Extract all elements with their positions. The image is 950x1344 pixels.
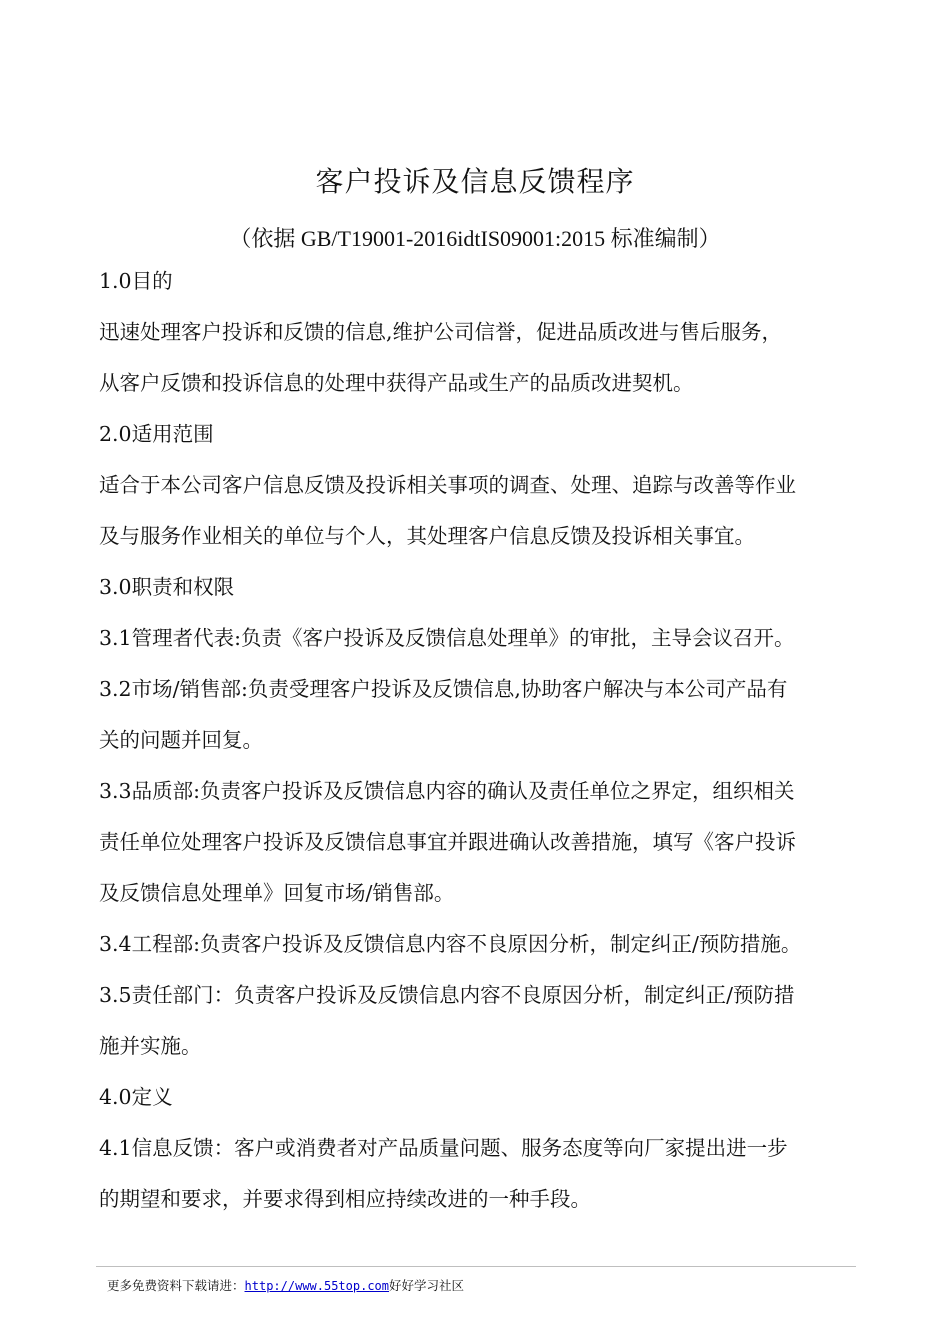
footer-link[interactable]: http://www.55top.com: [244, 1279, 390, 1293]
paragraph-line: 4.1信息反馈：客户或消费者对产品质量问题、服务态度等向厂家提出进一步: [99, 1136, 788, 1160]
paragraph-line: 及反馈信息处理单》回复市场/销售部。: [99, 881, 455, 905]
paragraph-line: 适合于本公司客户信息反馈及投诉相关事项的调查、处理、追踪与改善等作业: [99, 473, 796, 497]
paragraph-line: 的期望和要求，并要求得到相应持续改进的一种手段。: [99, 1187, 591, 1211]
footer-prefix: 更多免费资料下载请进：: [107, 1278, 245, 1293]
document-title: 客户投诉及信息反馈程序: [315, 165, 635, 198]
section-heading-responsibilities: 3.0职责和权限: [99, 575, 235, 599]
paragraph-line: 3.2市场/销售部:负责受理客户投诉及反馈信息,协助客户解决与本公司产品有: [99, 677, 788, 701]
paragraph-line: 3.1管理者代表:负责《客户投诉及反馈信息处理单》的审批，主导会议召开。: [99, 626, 795, 650]
document-body: [99, 262, 869, 1231]
footer-divider: [96, 1266, 856, 1267]
paragraph-line: 及与服务作业相关的单位与个人，其处理客户信息反馈及投诉相关事宜。: [99, 524, 755, 548]
paragraph-line: 责任单位处理客户投诉及反馈信息事宜并跟进确认改善措施，填写《客户投诉: [99, 830, 796, 854]
document-subtitle: （依据 GB/T19001-2016idtIS09001:2015 标准编制）: [229, 226, 721, 251]
section-heading-definitions: 4.0定义: [99, 1085, 173, 1109]
paragraph-line: 关的问题并回复。: [99, 728, 263, 752]
section-heading-scope: 2.0适用范围: [99, 422, 214, 446]
section-heading-purpose: 1.0目的: [99, 269, 173, 293]
page-footer: [107, 1276, 464, 1294]
paragraph-line: 3.4工程部:负责客户投诉及反馈信息内容不良原因分析，制定纠正/预防措施。: [99, 932, 802, 956]
paragraph-line: 施并实施。: [99, 1034, 202, 1058]
paragraph-line: 从客户反馈和投诉信息的处理中获得产品或生产的品质改进契机。: [99, 371, 694, 395]
paragraph-line: 3.3品质部:负责客户投诉及反馈信息内容的确认及责任单位之界定，组织相关: [99, 779, 795, 803]
paragraph-line: 3.5责任部门：负责客户投诉及反馈信息内容不良原因分析，制定纠正/预防措: [99, 983, 795, 1007]
paragraph-line: 迅速处理客户投诉和反馈的信息,维护公司信誉，促进品质改进与售后服务，: [99, 320, 783, 344]
footer-suffix: 好好学习社区: [389, 1278, 465, 1293]
